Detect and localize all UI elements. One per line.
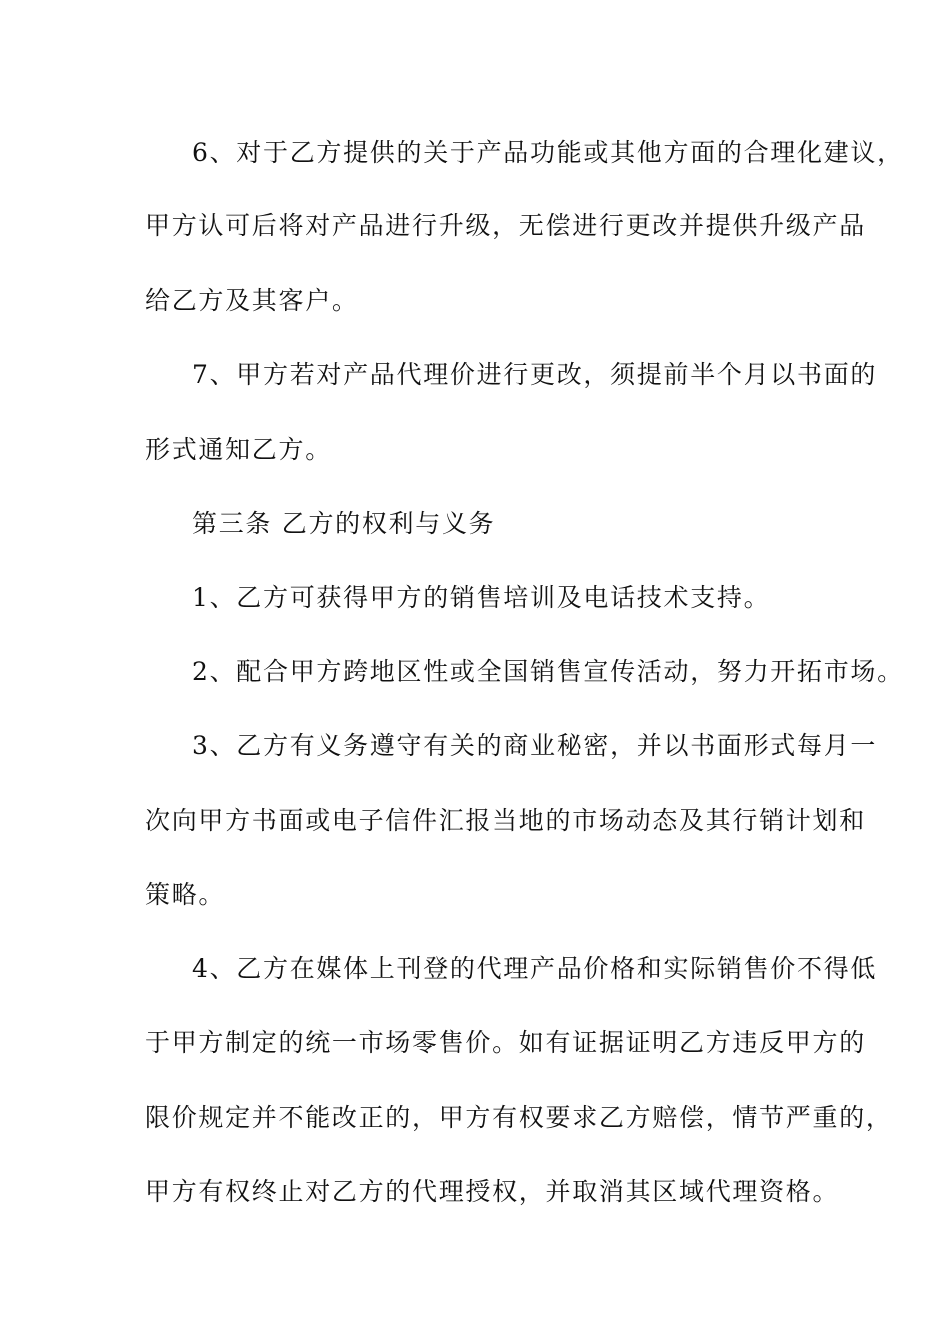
article-3-item-3-line-3: 策略。 [145,880,226,909]
clause-6-line-3: 给乙方及其客户。 [145,286,359,315]
article-3-item-4-line-2: 于甲方制定的统一市场零售价。如有证据证明乙方违反甲方的 [145,1028,866,1057]
article-3-item-3-line-1: 3、乙方有义务遵守有关的商业秘密，并以书面形式每月一 [192,731,878,760]
clause-6-line-2: 甲方认可后将对产品进行升级，无偿进行更改并提供升级产品 [145,211,866,240]
section-heading-article-3: 第三条 乙方的权利与义务 [192,509,496,538]
article-3-item-4-line-3: 限价规定并不能改正的，甲方有权要求乙方赔偿，情节严重的， [145,1103,893,1132]
clause-7-line-1: 7、甲方若对产品代理价进行更改，须提前半个月以书面的 [192,360,878,389]
clause-7-line-2: 形式通知乙方。 [145,435,332,464]
article-3-item-3-line-2: 次向甲方书面或电子信件汇报当地的市场动态及其行销计划和 [145,806,866,835]
article-3-item-4-line-1: 4、乙方在媒体上刊登的代理产品价格和实际销售价不得低 [192,954,878,983]
article-3-item-1: 1、乙方可获得甲方的销售培训及电话技术支持。 [192,583,771,612]
article-3-item-4-line-4: 甲方有权终止对乙方的代理授权，并取消其区域代理资格。 [145,1177,840,1206]
article-3-item-2: 2、配合甲方跨地区性或全国销售宣传活动，努力开拓市场。 [192,657,904,686]
clause-6-line-1: 6、对于乙方提供的关于产品功能或其他方面的合理化建议， [192,138,904,167]
